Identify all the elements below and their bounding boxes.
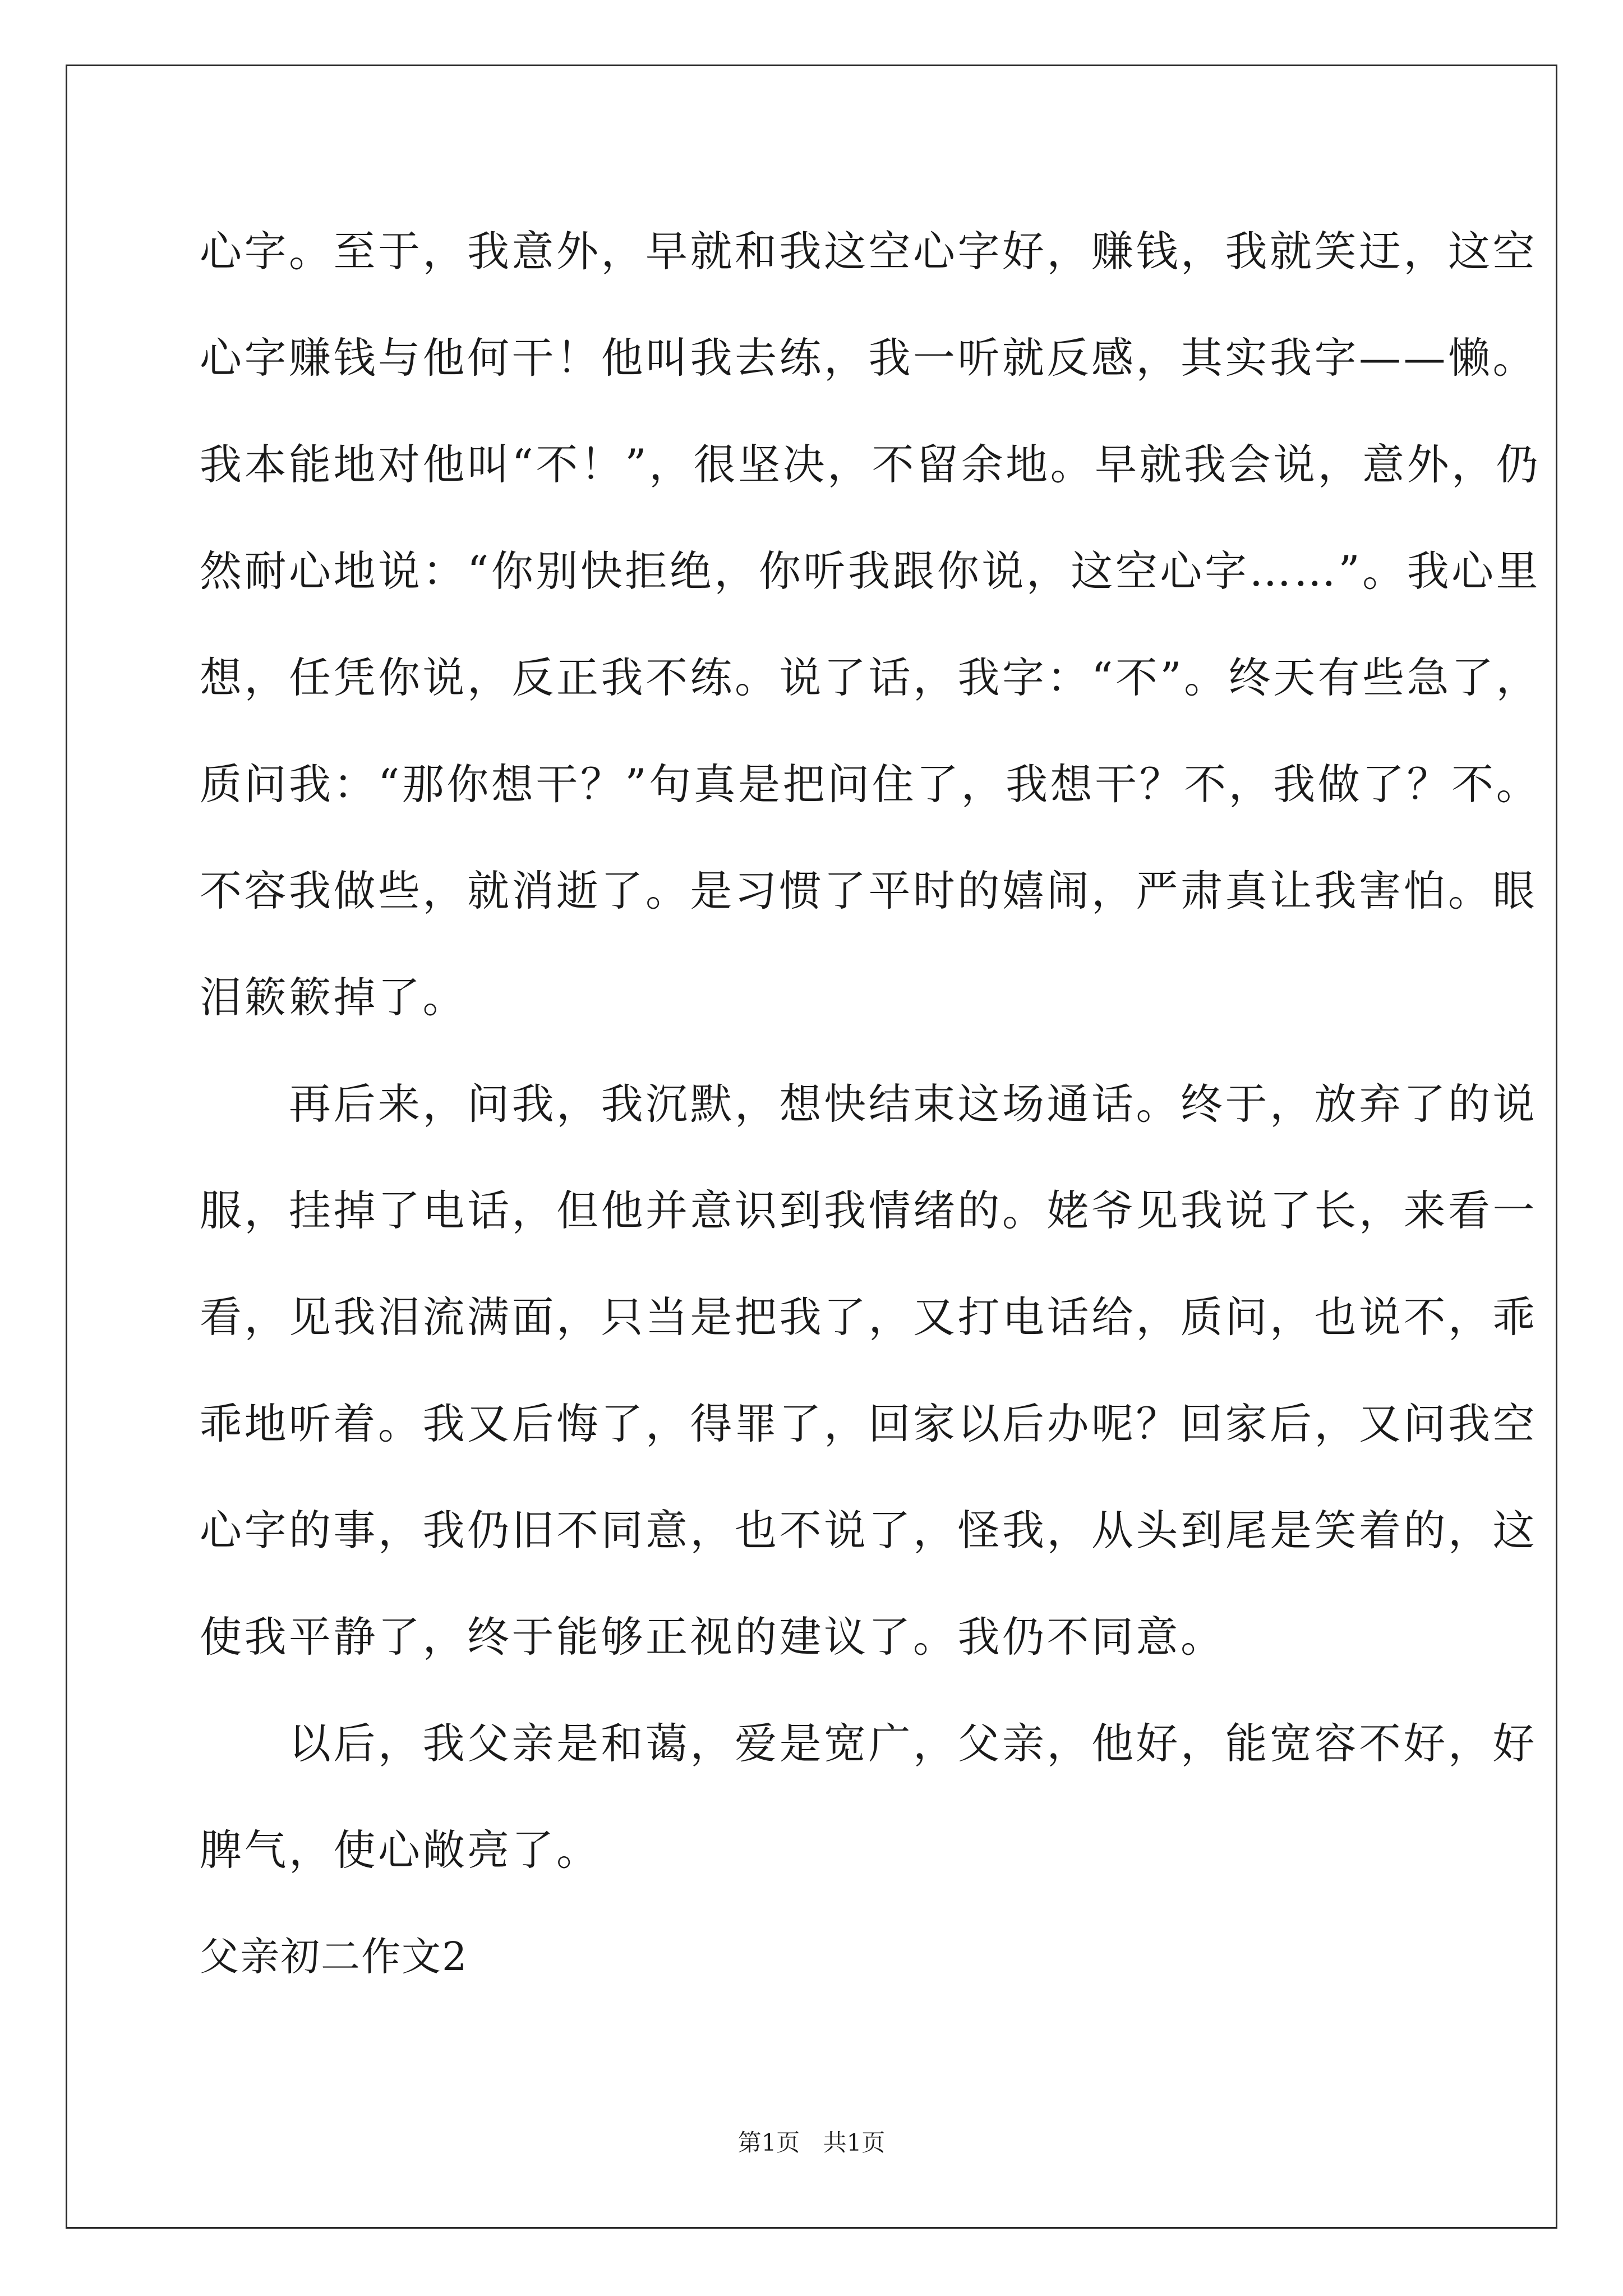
- text-line: 不容我做些，就消逝了。是习惯了平时的嬉闹，严肃真让我害怕。眼: [200, 866, 1538, 915]
- page-number: 第1页: [737, 2129, 800, 2156]
- text-line: 看，见我泪流满面，只当是把我了，又打电话给，质问，也说不，乖: [200, 1292, 1538, 1342]
- text-line: 泪簌簌掉了。: [200, 973, 468, 1022]
- section-heading: 父亲初二作文2: [200, 1934, 468, 1980]
- text-line: 脾气，使心敞亮了。: [200, 1825, 601, 1875]
- text-line: 心字赚钱与他何干！他叫我去练，我一听就反感，其实我字——懒。: [200, 333, 1538, 383]
- text-line: 再后来，问我，我沉默，想快结束这场通话。终于，放弃了的说: [200, 1079, 1538, 1129]
- page-frame: [66, 65, 1557, 2229]
- text-line: 服，挂掉了电话，但他并意识到我情绪的。姥爷见我说了长，来看一: [200, 1186, 1538, 1235]
- text-line: 想，任凭你说，反正我不练。说了话，我字：“不”。终天有些急了，: [200, 653, 1541, 702]
- text-line: 乖地听着。我又后悔了，得罪了，回家以后办呢？回家后，又问我空: [200, 1399, 1538, 1448]
- text-line: 然耐心地说：“你别快拒绝，你听我跟你说，这空心字……”。我心里: [200, 546, 1541, 596]
- text-line: 我本能地对他叫“不！”，很坚决，不留余地。早就我会说，意外，仍: [200, 440, 1541, 489]
- text-line: 心字的事，我仍旧不同意，也不说了，怪我，从头到尾是笑着的，这: [200, 1506, 1538, 1555]
- text-line: 心字。至于，我意外，早就和我这空心字好，赚钱，我就笑迂，这空: [200, 227, 1538, 276]
- page-footer: [0, 2126, 1623, 2160]
- text-line: 以后，我父亲是和蔼，爱是宽广，父亲，他好，能宽容不好，好: [200, 1719, 1538, 1768]
- text-line: 使我平静了，终于能够正视的建议了。我仍不同意。: [200, 1612, 1225, 1662]
- text-line: 质问我：“那你想干？”句真是把问住了，我想干？不，我做了？不。: [200, 760, 1541, 809]
- page-total: 共1页: [823, 2129, 886, 2156]
